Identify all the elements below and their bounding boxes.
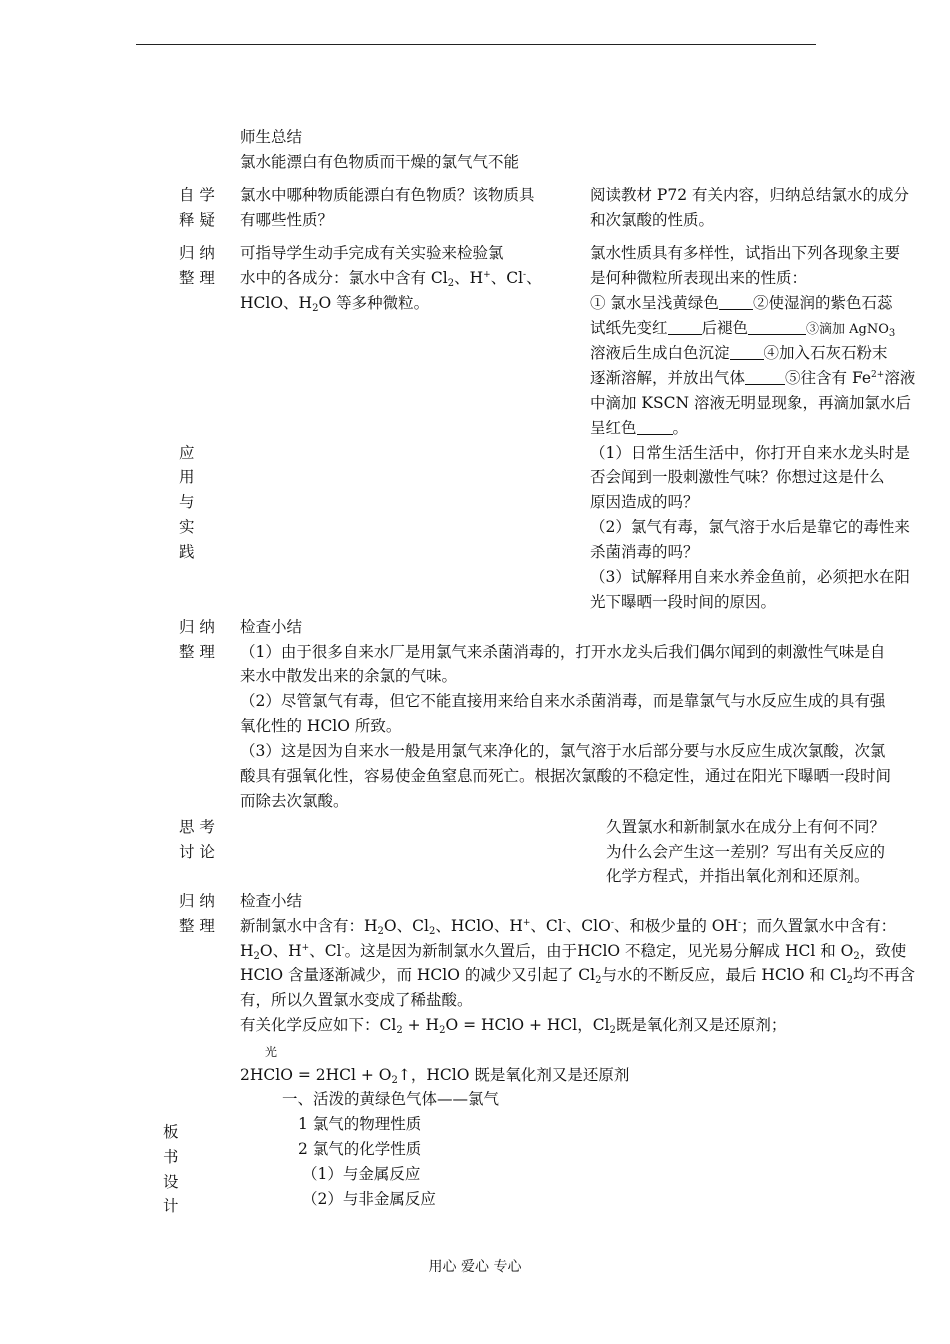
guina2-line-5: 氧化性的 HClO 所致。 [240, 717, 402, 735]
guina1-right-6: 逐渐溶解，并放出气体 ⑤往含有 $Fe^{2+}$溶液 [590, 369, 916, 387]
row-label-yingyong-2: 用 [179, 468, 195, 486]
guina3-line-2: 新制氯水中含有：$H_2O$、$Cl_2$、HClO、H+、Cl-、ClO-、和极少量的 OH-；而久置氯水中含有： [240, 917, 897, 937]
zixue-reading-1: 阅读教材 P72 有关内容，归纳总结氯水的成分 [590, 186, 910, 204]
answer-blank[interactable] [745, 370, 785, 385]
guina1-right-5: 溶液后生成白色沉淀 ④加入石灰石粉末 [590, 344, 888, 362]
row-label-guina-2a: 归 纳 [179, 618, 215, 636]
yingyong-line-7: 光下曝晒一段时间的原因。 [590, 593, 777, 611]
row-label-banshu-4: 计 [163, 1197, 179, 1215]
guina2-line-8: 而除去次氯酸。 [240, 792, 349, 810]
row-label-guina-3a: 归 纳 [179, 892, 215, 910]
guina1-right-8: 呈红色 。 [590, 419, 689, 437]
yingyong-line-6: （3）试解释用自来水养金鱼前，必须把水在阳 [590, 568, 910, 586]
row-label-banshu-3: 设 [163, 1173, 179, 1191]
zixue-reading-2: 和次氯酸的性质。 [590, 211, 715, 229]
guina3-line-5: 有，所以久置氯水变成了稀盐酸。 [240, 991, 473, 1009]
guina2-line-4: （2）尽管氯气有毒，但它不能直接用来给自来水杀菌消毒，而是靠氯气与水反应生成的具有强 [240, 692, 886, 710]
guina2-line-3: 来水中散发出来的余氯的气味。 [240, 667, 458, 685]
guina3-line-4: HClO 含量逐渐减少，而 HClO 的减少又引起了 $Cl_2$与水的不断反应，最后 HClO 和 $Cl_2$均不再含 [240, 966, 916, 986]
guina1-right-1: 氯水性质具有多样性，试指出下列各现象主要 [590, 244, 901, 262]
banshu-line-3: 2 氯气的化学性质 [298, 1140, 422, 1158]
guina3-line-7: 2HClO = $2HCl + O_2↑$，HClO 既是氧化剂又是还原剂 [240, 1066, 630, 1086]
row-label-guina-2b: 整 理 [179, 643, 215, 661]
row-label-yingyong-5: 践 [179, 543, 195, 561]
yingyong-line-4: （2）氯气有毒，氯气溶于水后是靠它的毒性来 [590, 518, 910, 536]
yingyong-line-2: 否会闻到一股刺激性气味？你想过这是什么 [590, 468, 885, 486]
banshu-line-2: 1 氯气的物理性质 [298, 1115, 422, 1133]
guina1-right-2: 是何种微粒所表现出来的性质： [590, 269, 808, 287]
guina3-line-1: 检查小结 [240, 892, 303, 910]
sikao-line-3: 化学方程式，并指出氧化剂和还原剂。 [606, 867, 870, 885]
sikao-line-1: 久置氯水和新制氯水在成分上有何不同？ [606, 818, 886, 836]
guina1-right-4: 试纸先变红 后褪色 ③滴加 AgNO$_3$ [590, 319, 896, 339]
answer-blank[interactable] [730, 345, 764, 360]
header-rule [136, 44, 816, 45]
answer-blank[interactable] [668, 320, 702, 335]
guina1-mid-2: 水中的各成分：氯水中含有 $Cl_2$、H+、Cl-、 [240, 269, 542, 289]
zixue-question-1: 氯水中哪种物质能漂白有色物质？该物质具 [240, 186, 535, 204]
row-label-yingyong-3: 与 [179, 493, 195, 511]
guina1-right-3: ① 氯水呈浅黄绿色 ②使湿润的紫色石蕊 [590, 294, 893, 312]
row-label-guina-1b: 整 理 [179, 269, 215, 287]
row-label-zixue-1: 自 学 [179, 186, 215, 204]
guina2-line-7: 酸具有强氧化性，容易使金鱼窒息而死亡。根据次氯酸的不稳定性，通过在阳光下曝晒一段时间 [240, 767, 892, 785]
guina2-line-1: 检查小结 [240, 618, 303, 636]
yingyong-line-5: 杀菌消毒的吗？ [590, 543, 699, 561]
guina3-line-6: 有关化学反应如下：$Cl_2 + H_2O$ = HClO + HCl，$Cl_2$既是氧化剂又是还原剂； [240, 1016, 787, 1036]
page-footer: 用心 爱心 专心 [428, 1259, 522, 1275]
answer-blank[interactable] [637, 420, 673, 435]
sikao-line-2: 为什么会产生这一差别？写出有关反应的 [606, 843, 886, 861]
guina1-mid-1: 可指导学生动手完成有关实验来检验氯 [240, 244, 504, 262]
guina2-line-2: （1）由于很多自来水厂是用氯气来杀菌消毒的，打开水龙头后我们偶尔闻到的刺激性气味是自 [240, 643, 886, 661]
row-label-sikao-1: 思 考 [179, 818, 215, 836]
banshu-line-1: 一、活泼的黄绿色气体——氯气 [282, 1090, 500, 1108]
row-label-guina-3b: 整 理 [179, 917, 215, 935]
banshu-line-5: （2）与非金属反应 [302, 1190, 436, 1208]
light-condition-label: 光 [265, 1045, 278, 1059]
row-label-yingyong-1: 应 [179, 444, 195, 462]
yingyong-line-3: 原因造成的吗？ [590, 493, 699, 511]
banshu-line-4: （1）与金属反应 [302, 1165, 421, 1183]
guina1-mid-3: HClO、$H_2O$ 等多种微粒。 [240, 294, 430, 314]
row-label-guina-1a: 归 纳 [179, 244, 215, 262]
summary-text: 氯水能漂白有色物质而干燥的氯气气不能 [240, 153, 520, 171]
guina2-line-6: （3）这是因为自来水一般是用氯气来净化的，氯气溶于水后部分要与水反应生成次氯酸，次氯 [240, 742, 886, 760]
row-label-sikao-2: 讨 论 [179, 843, 215, 861]
row-label-zixue-2: 释 疑 [179, 211, 215, 229]
guina3-line-3: $H_2O$、H+、Cl-。这是因为新制氯水久置后，由于HClO 不稳定，见光易分解成 HCl 和 $O_2$，致使 [240, 942, 907, 962]
row-label-yingyong-4: 实 [179, 518, 195, 536]
guina1-right-7: 中滴加 KSCN 溶液无明显现象，再滴加氯水后 [590, 394, 911, 412]
row-label-banshu-2: 书 [163, 1148, 179, 1166]
row-label-banshu-1: 板 [163, 1123, 179, 1141]
answer-blank[interactable] [748, 320, 806, 335]
zixue-question-2: 有哪些性质？ [240, 211, 334, 229]
summary-heading: 师生总结 [240, 128, 303, 146]
answer-blank[interactable] [719, 295, 753, 310]
yingyong-line-1: （1）日常生活生活中，你打开自来水龙头时是 [590, 444, 910, 462]
